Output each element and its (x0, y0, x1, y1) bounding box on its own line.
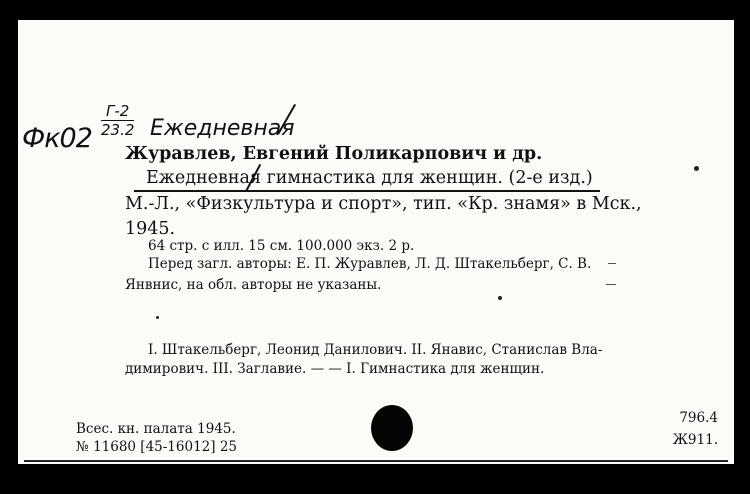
title-line: Ежедневная гимнастика для женщин. (2-е изд.) (146, 168, 593, 188)
author-heading: Журавлев, Евгений Поликарпович и др. (125, 144, 543, 164)
publication-line: М.-Л., «Физкультура и спорт», тип. «Кр. знамя» в Мск., (125, 194, 642, 214)
note-line-1: Перед загл. авторы: Е. П. Журавлев, Л. Д. Штакельберг, С. В. (148, 256, 592, 272)
collation-line: 64 стр. с илл. 15 см. 100.000 экз. 2 р. (148, 238, 415, 254)
shelf-bottom: 23.2 (101, 121, 135, 139)
catalog-card (18, 20, 734, 464)
tracings-line-1: I. Штакельберг, Леонид Данилович. II. Янавис, Станислав Вла- (148, 342, 603, 358)
shelf-fraction (101, 102, 134, 139)
entry-number: № 11680 [45-16012] 25 (76, 439, 237, 455)
card-bottom-line (24, 460, 728, 462)
shelf-top: Г-2 (101, 102, 134, 121)
tracings-line-2: димирович. III. Заглавие. — — I. Гимнастика для женщин. (125, 361, 545, 377)
author-mark: Ж911. (672, 432, 718, 448)
note-line-2: Янвнис, на обл. авторы не указаны. (125, 277, 382, 293)
handwritten-title: Ежедневная (150, 116, 295, 141)
speck (498, 296, 502, 300)
punch-hole (371, 405, 413, 451)
class-number: 796.4 (679, 410, 718, 426)
speck (156, 316, 159, 319)
speck (606, 284, 616, 285)
book-chamber-line: Всес. кн. палата 1945. (76, 421, 236, 437)
speck (694, 166, 699, 171)
speck (608, 263, 616, 264)
title-underline (134, 190, 600, 192)
publication-year: 1945. (125, 219, 176, 239)
call-number: Фк02 (22, 123, 92, 154)
